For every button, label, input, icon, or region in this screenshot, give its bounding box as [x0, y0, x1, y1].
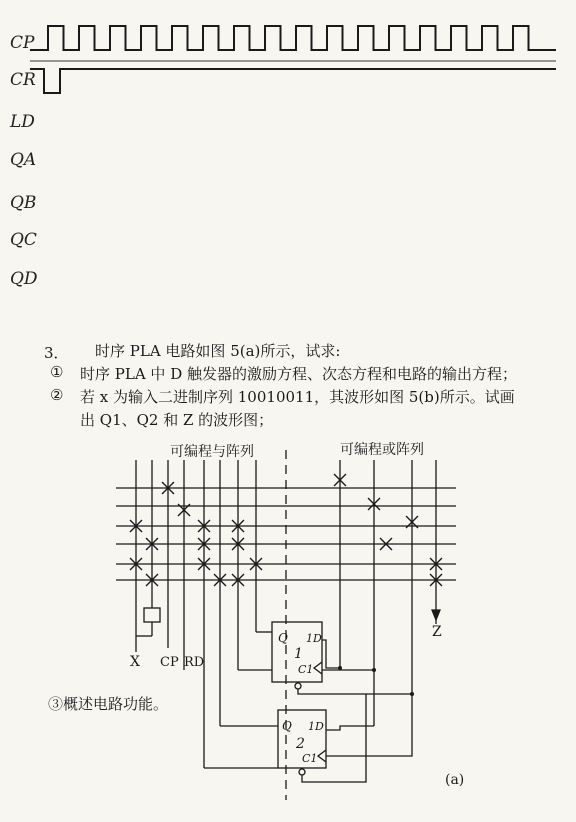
- ff1-clk-label: C1: [298, 663, 314, 676]
- timing-diagram: [0, 0, 576, 330]
- input-x-label: X: [130, 654, 140, 670]
- signal-label-cr: CR: [10, 70, 36, 90]
- output-z-arrow: [432, 610, 440, 620]
- item3-text: ③概述电路功能。: [48, 695, 169, 713]
- ff2-reset-bubble: [299, 769, 305, 775]
- pla-circuit-diagram: [0, 430, 576, 810]
- ff1-q-label: Q: [278, 631, 288, 645]
- signal-label-qd: QD: [10, 269, 38, 289]
- signal-label-ld: LD: [10, 112, 35, 132]
- cp-waveform: [30, 26, 556, 50]
- signal-label-cp: CP: [10, 33, 35, 53]
- ff1-reset-bubble: [295, 683, 301, 689]
- figure-caption: (a): [445, 772, 465, 788]
- signal-label-qc: QC: [10, 230, 37, 250]
- item1-text: 时序 PLA 中 D 触发器的激励方程、次态方程和电路的输出方程；: [80, 365, 517, 383]
- ff2-number: 2: [296, 736, 305, 752]
- problem-intro: 时序 PLA 电路如图 5(a)所示，试求:: [95, 342, 341, 360]
- ff2-clk-label: C1: [302, 752, 318, 765]
- ff2-q-label: Q: [282, 719, 292, 733]
- item2-text-line1: 若 x 为输入二进制序列 10010011，其波形如图 5(b)所示。试画: [80, 388, 515, 406]
- signal-label-qb: QB: [10, 193, 37, 213]
- input-buffer: [144, 608, 160, 622]
- cr-waveform: [30, 69, 556, 93]
- item2-text-line2: 出 Q1、Q2 和 Z 的波形图；: [80, 411, 274, 429]
- and-array-label: 可编程与阵列: [170, 444, 254, 460]
- ff2-d-label: 1D: [308, 720, 324, 733]
- output-z-label: Z: [432, 624, 442, 640]
- input-cp-label: CP: [160, 655, 179, 670]
- item2-marker: ②: [50, 386, 64, 404]
- ff1-d-label: 1D: [306, 632, 322, 645]
- ff1-number: 1: [294, 646, 303, 662]
- problem-number: 3．: [44, 344, 69, 362]
- input-rd-label: RD: [184, 655, 205, 670]
- item1-marker: ①: [50, 363, 64, 381]
- or-array-label: 可编程或阵列: [340, 442, 424, 458]
- signal-label-qa: QA: [10, 150, 37, 170]
